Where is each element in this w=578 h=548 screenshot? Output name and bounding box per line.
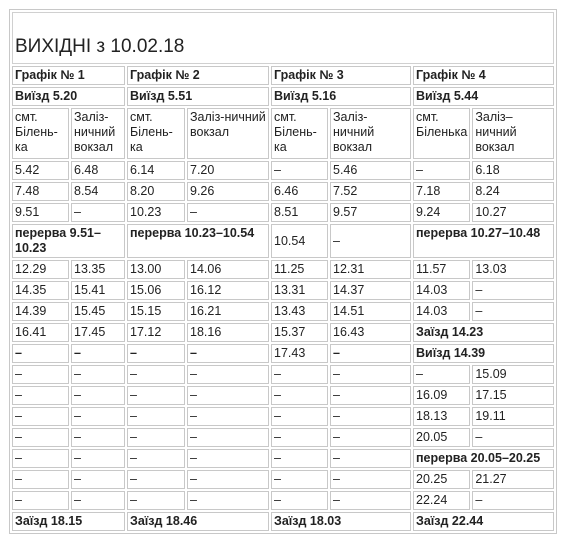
column-header-row — [12, 108, 554, 159]
schedule-3-name: Графік № 3 — [271, 66, 411, 85]
time-cell: – — [472, 281, 554, 300]
time-cell: – — [127, 344, 185, 363]
col-bilenka-2: смт. Білень-ка — [127, 108, 185, 159]
time-cell: 12.31 — [330, 260, 411, 279]
break-4-evening: перерва 20.05–20.25 — [413, 449, 554, 468]
time-cell: 6.18 — [472, 161, 554, 180]
schedule-4-midday-departure: Виїзд 14.39 — [413, 344, 554, 363]
break-row — [12, 449, 554, 468]
table-row — [12, 470, 554, 489]
break-4: перерва 10.27–10.48 — [413, 224, 554, 258]
time-cell: – — [71, 386, 125, 405]
arrival-row — [12, 512, 554, 531]
time-cell: – — [330, 428, 411, 447]
time-cell: – — [71, 203, 125, 222]
time-cell: 13.00 — [127, 260, 185, 279]
time-cell: – — [71, 365, 125, 384]
time-cell: 14.35 — [12, 281, 69, 300]
time-cell: – — [12, 428, 69, 447]
time-cell: – — [271, 161, 328, 180]
schedule-1-departure: Виїзд 5.20 — [12, 87, 125, 106]
table-row — [12, 182, 554, 201]
time-cell: 11.57 — [413, 260, 470, 279]
time-cell: – — [330, 449, 411, 468]
time-cell: 15.37 — [271, 323, 328, 342]
time-cell: 11.25 — [271, 260, 328, 279]
time-cell: – — [71, 491, 125, 510]
time-cell: – — [472, 302, 554, 321]
page-title: ВИХІДНІ з 10.02.18 — [12, 12, 554, 64]
schedule-3-arrival: Заїзд 18.03 — [271, 512, 411, 531]
time-cell: – — [271, 449, 328, 468]
table-row — [12, 260, 554, 279]
time-cell: – — [187, 365, 269, 384]
time-cell: – — [271, 407, 328, 426]
time-cell: 8.20 — [127, 182, 185, 201]
time-cell: 12.29 — [12, 260, 69, 279]
time-cell: 14.03 — [413, 302, 470, 321]
time-cell: – — [12, 365, 69, 384]
col-bilenka-1: смт. Білень-ка — [12, 108, 69, 159]
time-cell: 13.31 — [271, 281, 328, 300]
col-vokzal-2: Заліз-ничний вокзал — [187, 108, 269, 159]
time-cell: – — [12, 491, 69, 510]
time-cell: – — [271, 428, 328, 447]
time-cell: – — [330, 365, 411, 384]
time-cell: 15.06 — [127, 281, 185, 300]
time-cell: 16.43 — [330, 323, 411, 342]
time-cell: 16.41 — [12, 323, 69, 342]
time-cell: – — [12, 407, 69, 426]
table-row — [12, 491, 554, 510]
time-cell: – — [12, 386, 69, 405]
table-row — [12, 323, 554, 342]
time-cell: – — [71, 449, 125, 468]
time-cell: 8.51 — [271, 203, 328, 222]
time-cell: – — [271, 386, 328, 405]
time-cell: – — [330, 386, 411, 405]
time-cell: 8.24 — [472, 182, 554, 201]
schedule-header-row — [12, 66, 554, 85]
departure-row — [12, 87, 554, 106]
table-row — [12, 161, 554, 180]
time-cell: 10.54 — [271, 224, 328, 258]
time-cell: 5.46 — [330, 161, 411, 180]
time-cell: – — [187, 407, 269, 426]
table-row — [12, 407, 554, 426]
time-cell: 15.09 — [472, 365, 554, 384]
table-row — [12, 428, 554, 447]
time-cell: – — [330, 224, 411, 258]
time-cell: 13.35 — [71, 260, 125, 279]
schedule-1-arrival: Заїзд 18.15 — [12, 512, 125, 531]
time-cell: – — [12, 344, 69, 363]
time-cell: 16.12 — [187, 281, 269, 300]
time-cell: 14.37 — [330, 281, 411, 300]
time-cell: 7.20 — [187, 161, 269, 180]
time-cell: 6.14 — [127, 161, 185, 180]
time-cell: – — [271, 365, 328, 384]
time-cell: – — [330, 344, 411, 363]
table-row — [12, 281, 554, 300]
schedule-4-arrival: Заїзд 22.44 — [413, 512, 554, 531]
time-cell: 14.39 — [12, 302, 69, 321]
time-cell: – — [12, 449, 69, 468]
time-cell: 9.26 — [187, 182, 269, 201]
col-vokzal-4: Заліз–ничний вокзал — [472, 108, 554, 159]
time-cell: 21.27 — [472, 470, 554, 489]
schedule-4-name: Графік № 4 — [413, 66, 554, 85]
title-row — [12, 12, 554, 64]
col-bilenka-4: смт. Біленька — [413, 108, 470, 159]
time-cell: 17.12 — [127, 323, 185, 342]
table-row — [12, 344, 554, 363]
time-cell: – — [127, 470, 185, 489]
break-row — [12, 224, 554, 258]
schedule-2-departure: Виїзд 5.51 — [127, 87, 269, 106]
time-cell: – — [472, 491, 554, 510]
time-cell: 16.09 — [413, 386, 470, 405]
time-cell: 9.57 — [330, 203, 411, 222]
time-cell: – — [71, 407, 125, 426]
time-cell: – — [127, 386, 185, 405]
time-cell: 9.24 — [413, 203, 470, 222]
time-cell: – — [187, 203, 269, 222]
time-cell: – — [187, 386, 269, 405]
time-cell: 7.18 — [413, 182, 470, 201]
time-cell: 7.48 — [12, 182, 69, 201]
schedule-4-departure: Виїзд 5.44 — [413, 87, 554, 106]
time-cell: 22.24 — [413, 491, 470, 510]
time-cell: 17.15 — [472, 386, 554, 405]
schedule-table — [9, 9, 557, 534]
table-row — [12, 203, 554, 222]
schedule-3-departure: Виїзд 5.16 — [271, 87, 411, 106]
time-cell: – — [271, 470, 328, 489]
time-cell: – — [71, 428, 125, 447]
schedule-1-name: Графік № 1 — [12, 66, 125, 85]
time-cell: 17.45 — [71, 323, 125, 342]
time-cell: 18.16 — [187, 323, 269, 342]
time-cell: 15.41 — [71, 281, 125, 300]
time-cell: 17.43 — [271, 344, 328, 363]
time-cell: 15.15 — [127, 302, 185, 321]
time-cell: 13.03 — [472, 260, 554, 279]
table-row — [12, 386, 554, 405]
col-vokzal-3: Заліз-ничний вокзал — [330, 108, 411, 159]
time-cell: – — [330, 470, 411, 489]
time-cell: – — [127, 491, 185, 510]
time-cell: 14.03 — [413, 281, 470, 300]
time-cell: 20.05 — [413, 428, 470, 447]
time-cell: – — [187, 491, 269, 510]
table-row — [12, 302, 554, 321]
time-cell: 8.54 — [71, 182, 125, 201]
time-cell: – — [413, 161, 470, 180]
time-cell: 9.51 — [12, 203, 69, 222]
time-cell: 14.06 — [187, 260, 269, 279]
time-cell: 16.21 — [187, 302, 269, 321]
schedule-2-arrival: Заїзд 18.46 — [127, 512, 269, 531]
time-cell: 20.25 — [413, 470, 470, 489]
break-2: перерва 10.23–10.54 — [127, 224, 269, 258]
time-cell: – — [127, 428, 185, 447]
time-cell: – — [127, 449, 185, 468]
schedule-container — [9, 9, 557, 534]
time-cell: 6.48 — [71, 161, 125, 180]
time-cell: – — [472, 428, 554, 447]
time-cell: 13.43 — [271, 302, 328, 321]
time-cell: 5.42 — [12, 161, 69, 180]
time-cell: 6.46 — [271, 182, 328, 201]
col-vokzal-1: Заліз-ничний вокзал — [71, 108, 125, 159]
break-1: перерва 9.51–10.23 — [12, 224, 125, 258]
time-cell: – — [413, 365, 470, 384]
time-cell: – — [127, 407, 185, 426]
schedule-4-midday-arrival: Заїзд 14.23 — [413, 323, 554, 342]
time-cell: – — [187, 449, 269, 468]
time-cell: 18.13 — [413, 407, 470, 426]
time-cell: – — [330, 491, 411, 510]
table-row — [12, 365, 554, 384]
col-bilenka-3: смт. Білень-ка — [271, 108, 328, 159]
time-cell: – — [187, 344, 269, 363]
time-cell: – — [12, 470, 69, 489]
time-cell: 19.11 — [472, 407, 554, 426]
time-cell: 15.45 — [71, 302, 125, 321]
time-cell: – — [71, 344, 125, 363]
time-cell: 7.52 — [330, 182, 411, 201]
time-cell: – — [187, 428, 269, 447]
time-cell: – — [127, 365, 185, 384]
time-cell: – — [71, 470, 125, 489]
schedule-2-name: Графік № 2 — [127, 66, 269, 85]
time-cell: – — [271, 491, 328, 510]
time-cell: – — [187, 470, 269, 489]
time-cell: 10.27 — [472, 203, 554, 222]
time-cell: 10.23 — [127, 203, 185, 222]
time-cell: – — [330, 407, 411, 426]
time-cell: 14.51 — [330, 302, 411, 321]
